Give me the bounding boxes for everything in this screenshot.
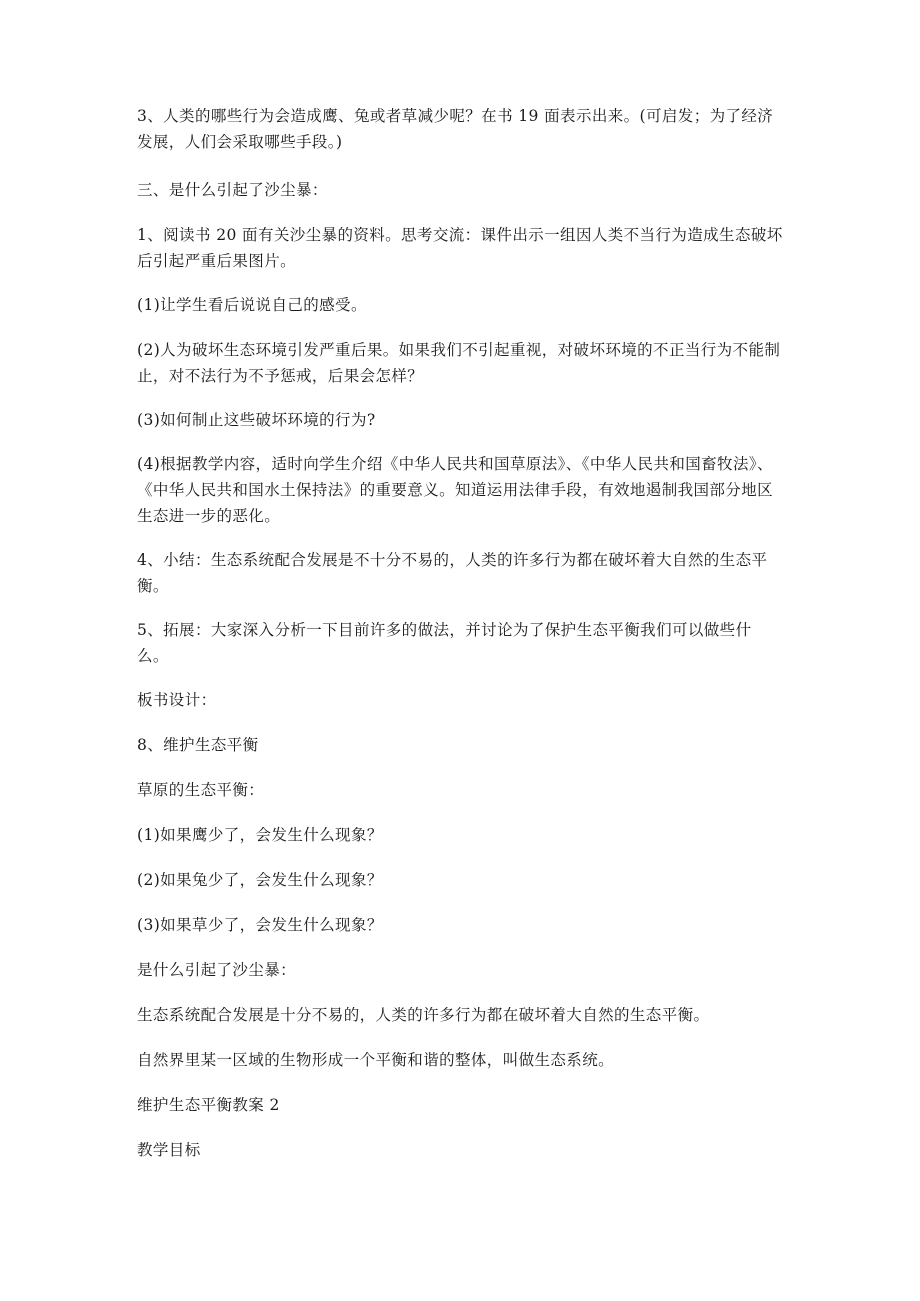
teaching-objectives-heading: 教学目标 xyxy=(137,1141,201,1159)
lesson-plan-2-title: 维护生态平衡教案 2 xyxy=(137,1096,280,1114)
paragraph-extension: 5、拓展：大家深入分析一下目前许多的做法，并讨论为了保护生态平衡我们可以做些什么。 xyxy=(137,621,752,665)
board-item-eagle: (1)如果鹰少了，会发生什么现象？ xyxy=(137,826,383,844)
paragraph-item-3: (3)如何制止这些破坏环境的行为? xyxy=(137,411,376,429)
board-balance-statement: 生态系统配合发展是十分不易的，人类的许多行为都在破坏着大自然的生态平衡。 xyxy=(137,1006,710,1024)
board-ecosystem-definition: 自然界里某一区域的生物形成一个平衡和谐的整体，叫做生态系统。 xyxy=(137,1051,615,1069)
paragraph-step-1: 1、阅读书 20 面有关沙尘暴的资料。思考交流：课件出示一组因人类不当行为造成生态破坏后引起严重后果图片。 xyxy=(137,226,783,270)
board-item-rabbit: (2)如果兔少了，会发生什么现象？ xyxy=(137,871,383,889)
section-heading-sandstorm: 三、是什么引起了沙尘暴： xyxy=(137,181,328,199)
board-sandstorm-heading: 是什么引起了沙尘暴： xyxy=(137,961,297,979)
paragraph-item-1: (1)让学生看后说说自己的感受。 xyxy=(137,296,367,314)
paragraph-summary: 4、小结：生态系统配合发展是不十分不易的，人类的许多行为都在破坏着大自然的生态平衡。 xyxy=(137,551,768,595)
board-title: 8、维护生态平衡 xyxy=(137,736,259,754)
board-item-grass: (3)如果草少了，会发生什么现象？ xyxy=(137,916,383,934)
board-design-heading: 板书设计： xyxy=(137,691,217,709)
board-grassland-heading: 草原的生态平衡： xyxy=(137,781,265,799)
paragraph-item-2: (2)人为破坏生态环境引发严重后果。如果我们不引起重视，对破坏环境的不正当行为不能制止，对不法行为不予惩戒，后果会怎样？ xyxy=(137,341,781,385)
paragraph-question-3: 3、人类的哪些行为会造成鹰、兔或者草减少呢？在书 19 面表示出来。(可启发；为了经济发展，人们会采取哪些手段。) xyxy=(137,107,774,151)
paragraph-item-4: (4)根据教学内容，适时向学生介绍《中华人民共和国草原法》、《中华人民共和国畜牧法》、《中华人民共和国水土保持法》的重要意义。知道运用法律手段，有效地遏制我国部分地区生态进一步的恶化。 xyxy=(137,455,774,525)
